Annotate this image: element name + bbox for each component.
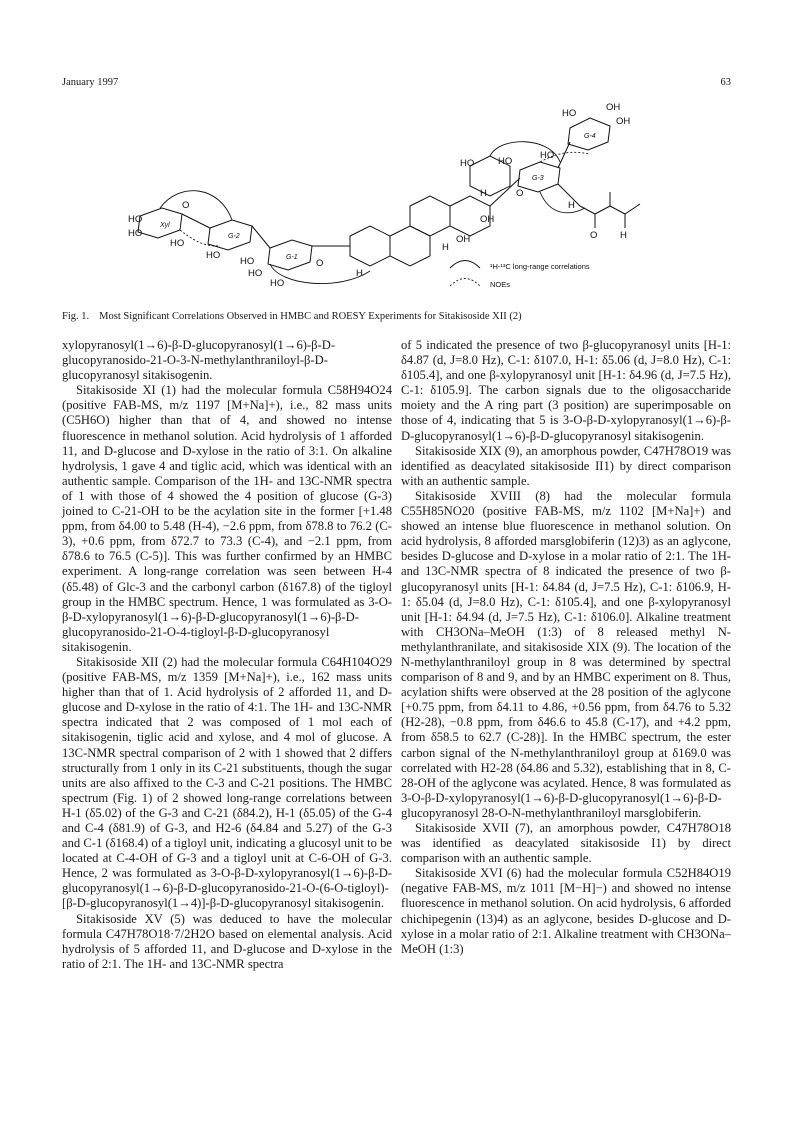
paragraph: Sitakisoside XII (2) had the molecular formula C64H104O29 (positive FAB-MS, m/z 1359 [M+Na]+), i.e., 162 mass units higher than that of 1. Acid hydrolysis of 2 afforded 11, and D-glucose and D-xylose in the ratio of 4:1. The 1H- and 13C-NMR spectra indicated that 2 was composed of 1 mol each of sitakisogenin, tiglic acid and xylose, and 4 mol of glucose. A 13C-NMR spectral comparison of 2 with 1 showed that 2 differs structurally from 1 only in its C-21 substituents, though the sugar units are also affixed to the C-3 and C-21 positions. The HMBC spectrum (Fig. 1) of 2 showed long-range correlations between H-1 (δ5.02) of the G-3 and C-21 (δ84.2), H-1 (δ5.05) of the G-4 and C-4 (δ81.9) of G-3, and H2-6 (δ4.84 and 5.27) of the G-3 and C-1 (δ168.4) of a tigloyl unit, indicating a glucosyl unit to be located at C-4-OH of G-3 and a tigloyl unit at C-6-OH of G-3. Hence, 2 was formulated as 3-O-β-D-xylopyranosyl(1→6)-β-D-glucopyranosyl(1→6)-β-D-glucopyranosido-21-O-(6-O-tigloyl)-[β-D-glucopyranosyl(1→4)]-β-D-glucopyranosyl sitakisogenin. <box>62 654 392 911</box>
figure-caption-text: Most Significant Correlations Observed in HMBC and ROESY Experiments for Sitakisoside XII (2) <box>99 311 522 322</box>
paragraph: Sitakisoside XI (1) had the molecular formula C58H94O24 (positive FAB-MS, m/z 1197 [M+Na]+), i.e., 82 mass units (C5H6O) higher than that of 4, and showed no intense fluorescence in methanol solution. Acid hydrolysis of 1 afforded 11, and D-glucose and D-xylose in the ratio of 3:1. On alkaline hydrolysis, 1 gave 4 and tiglic acid, which was identical with an authentic sample. Comparison of the 1H- and 13C-NMR spectra of 1 with those of 4 showed the 4 position of glucose (G-3) joined to C-21-OH to be the acylation site in the former [+1.48 ppm, from δ4.00 to 5.48 (H-4), −2.6 ppm, from δ78.8 to 76.2 (C-3), +0.6 ppm, from δ72.7 to 73.3 (C-4), and −2.1 ppm, from δ78.6 to 76.5 (C-5)]. This was further confirmed by an HMBC experiment. A long-range correlation was seen between H-4 (δ5.48) of Glc-3 and the carbonyl carbon (δ167.8) of the tigloyl group in the HMBC spectrum. Hence, 1 was formulated as 3-O-β-D-xylopyranosyl(1→6)-β-D-glucopyranosyl(1→6)-β-D-glucopyranosido-21-O-4-tigloyl-β-D-glucopyranosyl sitakisogenin. <box>62 383 392 654</box>
page-number: 63 <box>720 77 731 88</box>
paragraph: Sitakisoside XVIII (8) had the molecular formula C55H85NO20 (positive FAB-MS, m/z 1102 [M+Na]+) and showed an intense blue fluorescence in methanol solution. On acid hydrolysis, 8 afforded marsglobiferin (12)3) as an aglycone, besides D-glucose and D-xylose in a molar ratio of 2:1. The 1H- and 13C-NMR spectra of 8 indicated the presence of two β-glucopyranosyl units [H-1: δ4.84 (d, J=7.5 Hz), C-1: δ106.9, H-1: δ5.04 (d, J=8.0 Hz), C-1: δ105.4], and one β-xylopyranosyl unit [H-1: δ4.94 (d, J=7.5 Hz), C-1: δ106.0]. Alkaline treatment with CH3ONa–MeOH (1:3) of 8 released methyl N-methylanthranilate, and sitakisoside XIX (9). The location of the N-methylanthraniloyl group in 8 was determined by spectral comparison of 8 and 9, and by an HMBC experiment on 8. Thus, acylation shifts were observed at the 28 position of the aglycone [+0.75 ppm, from δ4.11 to 4.86, +0.56 ppm, from δ4.76 to 5.32 (H2-28), −0.8 ppm, from δ46.6 to 45.8 (C-17), and +4.2 ppm, from δ58.5 to 62.7 (C-28)]. In the HMBC spectrum, the ester carbon signal of the N-methylanthraniloyl group at δ169.0 was correlated with H2-28 (δ4.86 and 5.32), establishing that in 8, C-28-OH of the aglycone was acylated. Hence, 8 was formulated as 3-O-β-D-xylopyranosyl(1→6)-β-D-glucopyranosyl(1→6)-β-D-glucopyranosyl 28-O-N-methylanthraniloyl marsglobiferin. <box>401 488 731 820</box>
label-ho: HO <box>128 214 143 225</box>
paragraph: Sitakisoside XV (5) was deduced to have the molecular formula C47H78O18·7/2H2O based on elemental analysis. Acid hydrolysis of 5 afforded 11, and D-glucose and D-xylose in the ratio of 2:1. The 1H- and 13C-NMR spectra <box>62 911 392 971</box>
structure-figure <box>120 96 680 301</box>
label-h: H <box>568 200 575 211</box>
paragraph: Sitakisoside XVI (6) had the molecular formula C52H84O19 (negative FAB-MS, m/z 1011 [M−H]−) and showed no intense fluorescence in methanol solution. On acid hydrolysis, 6 afforded chichipegenin (13)4) as an aglycone, besides D-glucose and D-xylose in a molar ratio of 2:1. Alkaline treatment with CH3ONa–MeOH (1:3) <box>401 866 731 956</box>
label-oh: OH <box>606 102 621 113</box>
label-g2: G-2 <box>228 233 240 240</box>
label-ho: HO <box>562 108 577 119</box>
label-o: O <box>182 200 190 211</box>
right-column <box>401 338 731 957</box>
label-o: O <box>590 230 598 241</box>
label-g4: G-4 <box>584 133 596 140</box>
label-oh: OH <box>616 116 631 127</box>
label-o: O <box>516 188 524 199</box>
label-h: H <box>480 188 487 199</box>
paragraph: Sitakisoside XVII (7), an amorphous powder, C47H78O18 was identified as deacylated sitakisoside I1) by direct comparison with an authentic sample. <box>401 821 731 866</box>
label-h: H <box>442 242 449 253</box>
label-ho: HO <box>270 278 285 289</box>
label-h: H <box>620 230 627 241</box>
label-ho: HO <box>498 156 513 167</box>
running-header-date: January 1997 <box>62 77 119 88</box>
left-column <box>62 338 392 972</box>
label-g3: G-3 <box>532 175 544 182</box>
label-ho: HO <box>240 256 255 267</box>
paragraph: of 5 indicated the presence of two β-glucopyranosyl units [H-1: δ4.87 (d, J=8.0 Hz), C-1: δ107.0, H-1: δ5.06 (d, J=8.0 Hz), C-1: δ105.4], and one β-xylopyranosyl unit [H-1: δ4.96 (d, J=7.5 Hz), C-1: δ105.9]. The carbon signals due to the oligosaccharide moiety and the A ring part (3 position) are superimposable on those of 4, indicating that 5 is 3-O-β-D-xylopyranosyl(1→6)-β-D-glucopyranosyl(1→6)-β-D-glucopyranosyl sitakisogenin. <box>401 338 731 443</box>
label-oh: OH <box>480 214 495 225</box>
label-ho: HO <box>460 158 475 169</box>
legend-noe-label: NOEs <box>490 280 511 289</box>
label-g1: G-1 <box>286 254 298 261</box>
legend-hmbc-label: ¹H-¹³C long-range correlations <box>490 262 590 271</box>
paragraph: Sitakisoside XIX (9), an amorphous powder, C47H78O19 was identified as deacylated sitakisoside II1) by direct comparison with an authentic sample. <box>401 443 731 488</box>
figure-caption-label: Fig. 1. <box>62 311 90 322</box>
figure-caption <box>62 310 732 323</box>
label-o: O <box>316 258 324 269</box>
paragraph: xylopyranosyl(1→6)-β-D-glucopyranosyl(1→6)-β-D-glucopyranosido-21-O-3-N-methylanthraniloyl-β-D-glucopyranosyl sitakisogenin. <box>62 338 336 383</box>
label-ho: HO <box>206 250 221 261</box>
label-ho: HO <box>248 268 263 279</box>
label-h: H <box>356 268 363 279</box>
label-ho: HO <box>540 150 555 161</box>
label-oh: OH <box>456 234 471 245</box>
label-ho: HO <box>170 238 185 249</box>
sitakisoside-xii-structure-diagram <box>120 96 680 301</box>
label-ho: HO <box>128 228 143 239</box>
label-xyl: Xyl <box>160 222 170 229</box>
